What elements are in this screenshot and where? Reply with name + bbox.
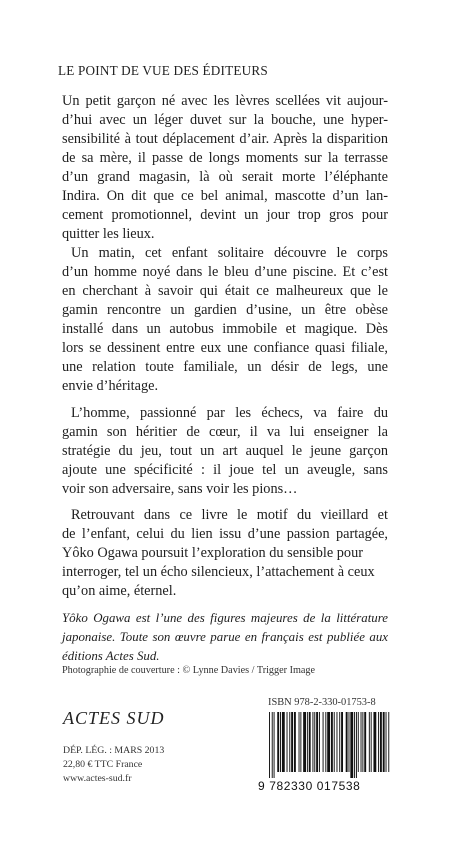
legal-deposit: DÉP. LÉG. : MARS 2013 — [63, 745, 165, 756]
text-line: d’un grand magasin, là où serait morte l’éléphante — [62, 169, 388, 185]
text-line: lors se dessinent entre eux une confiance quasi filiale, — [62, 340, 388, 356]
website: www.actes-sud.fr — [63, 773, 132, 784]
text-line: gamin rencontre un gardien d’usine, un être obèse — [62, 302, 388, 318]
text-line: voir son adversaire, sans voir les pions… — [62, 481, 298, 497]
text-line: stratégie du jeu, tout un art auquel le jeune garçon — [62, 443, 388, 459]
text-line: de sa mère, il passe de longs moments sur la terrasse — [62, 150, 388, 166]
text-line: japonaise. Toute son œuvre parue en français est publiée aux — [62, 630, 388, 644]
price: 22,80 € TTC France — [63, 759, 143, 770]
barcode — [267, 712, 393, 778]
text-line: Indira. On dit que ce bel animal, mascotte d’un lan- — [62, 188, 388, 204]
text-line: ajoute une spécificité : il joue tel un aveugle, sans — [62, 462, 388, 478]
text-line: d’un homme noyé dans le bleu d’une piscine. Et c’est — [62, 264, 388, 280]
text-line: quitter les lieux. — [62, 226, 155, 242]
barcode-digits: 9 782330 017538 — [258, 779, 361, 793]
text-line: Un matin, cet enfant solitaire découvre le corps — [71, 245, 388, 261]
text-line: une relation toute familiale, un désir de legs, une — [62, 359, 388, 375]
text-line: envie d’héritage. — [62, 378, 159, 394]
text-line: qu’on aime, éternel. — [62, 583, 177, 599]
text-line: en cherchant à savoir qui était ce malheureux que le — [62, 283, 388, 299]
text-line: éditions Actes Sud. — [62, 649, 160, 663]
text-line: d’hui avec un léger duvet sur la bouche, une hyper- — [62, 112, 388, 128]
text-line: cement promotionnel, devint un jour trop gros pour — [62, 207, 388, 223]
photo-credit: Photographie de couverture : © Lynne Davies / Trigger Image — [62, 665, 316, 676]
text-line: de l’enfant, celui du lien issu d’une passion partagée, — [62, 526, 388, 542]
text-line: Yôko Ogawa poursuit l’exploration du sensible pour — [62, 545, 363, 561]
text-line: L’homme, passionné par les échecs, va faire du — [71, 405, 388, 421]
isbn-label: ISBN 978-2-330-01753-8 — [268, 697, 376, 708]
publisher-name: ACTES SUD — [63, 708, 165, 728]
text-line: sensibilité à tout déplacement d’air. Après la disparition — [62, 131, 388, 147]
text-line: Un petit garçon né avec les lèvres scellées vit aujour- — [62, 93, 388, 109]
text-line: installé dans un autobus immobile et magique. Dès — [62, 321, 388, 337]
text-line: Yôko Ogawa est l’une des figures majeures de la littérature — [62, 611, 388, 625]
text-line: gamin son héritier de cœur, il va lui enseigner la — [62, 424, 388, 440]
text-line: Retrouvant dans ce livre le motif du vieillard et — [71, 507, 388, 523]
text-line: interroger, tel un écho silencieux, l’attachement à ceux — [62, 564, 375, 580]
section-heading: LE POINT DE VUE DES ÉDITEURS — [58, 63, 268, 78]
